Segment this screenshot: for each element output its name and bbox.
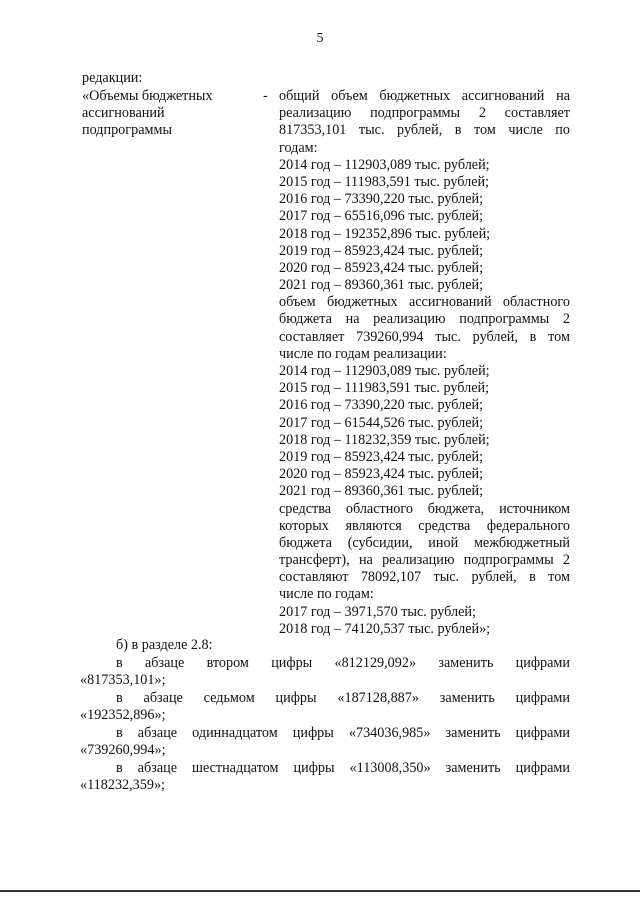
amendment-line: в абзаце седьмом цифры «187128,887» заменить цифрами — [116, 689, 570, 706]
passport-label-line: ассигнований — [82, 105, 165, 122]
amendment-line: «817353,101»; — [80, 672, 166, 688]
passport-value-line: 2017 год – 61544,526 тыс. рублей; — [279, 414, 484, 431]
passport-value-line: составляют 78092,107 тыс. рублей, в том — [279, 569, 570, 586]
passport-value-line: 2020 год – 85923,424 тыс. рублей; — [279, 466, 484, 483]
amendment-line: в абзаце втором цифры «812129,092» заменить цифрами — [116, 654, 570, 671]
passport-value-line: 2019 год – 85923,424 тыс. рублей; — [279, 242, 484, 259]
passport-label-line: подпрограммы — [82, 122, 172, 139]
passport-value-line: 2014 год – 112903,089 тыс. рублей; — [279, 363, 490, 379]
passport-value-line: которых являются средства федерального — [279, 517, 570, 534]
amendment-line: «118232,359»; — [80, 777, 165, 793]
passport-value-line: 2021 год – 89360,361 тыс. рублей; — [279, 483, 484, 500]
passport-value-line: бюджета на реализацию подпрограммы 2 — [279, 311, 570, 328]
passport-value-line: 2018 год – 118232,359 тыс. рублей; — [279, 431, 490, 448]
passport-value-line: 2016 год – 73390,220 тыс. рублей; — [279, 397, 484, 414]
passport-value-line: 2016 год – 73390,220 тыс. рублей; — [279, 191, 484, 208]
passport-value-line: числе по годам: — [279, 586, 374, 603]
passport-value-line: 817353,101 тыс. рублей, в том числе по — [279, 122, 570, 139]
passport-value-line: 2018 год – 192352,896 тыс. рублей; — [279, 225, 491, 242]
passport-value-line: составляет 739260,994 тыс. рублей, в том — [279, 328, 570, 345]
passport-value — [279, 88, 570, 638]
passport-value-line: 2015 год – 111983,591 тыс. рублей; — [279, 173, 490, 190]
amendment-line: в абзаце одиннадцатом цифры «734036,985» заменить цифрами — [116, 724, 570, 741]
passport-value-line: бюджета (субсидии, иной межбюджетный — [279, 534, 570, 551]
amendment-body — [80, 637, 570, 795]
passport-label — [82, 88, 252, 140]
amendment-line: б) в разделе 2.8: — [116, 637, 213, 653]
passport-value-line: средства областного бюджета, источником — [279, 500, 570, 517]
passport-value-line: общий объем бюджетных ассигнований на — [279, 88, 570, 104]
passport-value-line: реализацию подпрограммы 2 составляет — [279, 105, 570, 122]
page-number: 5 — [316, 31, 324, 46]
passport-value-line: 2018 год – 74120,537 тыс. рублей»; — [279, 620, 491, 637]
passport-value-line: объем бюджетных ассигнований областного — [279, 294, 570, 311]
amendment-line: «192352,896»; — [80, 707, 166, 723]
amendment-line: в абзаце шестнадцатом цифры «113008,350» заменить цифрами — [116, 759, 570, 776]
page-bottom-rule — [0, 890, 640, 892]
passport-dash: - — [263, 88, 268, 104]
amendment-line: «739260,994»; — [80, 742, 166, 758]
passport-value-line: трансферт), на реализацию подпрограммы 2 — [279, 552, 570, 569]
passport-value-line: 2020 год – 85923,424 тыс. рублей; — [279, 259, 484, 276]
lead-line: редакции: — [82, 70, 143, 86]
passport-value-line: годам: — [279, 139, 318, 156]
passport-value-line: числе по годам реализации: — [279, 345, 447, 362]
passport-value-line: 2019 год – 85923,424 тыс. рублей; — [279, 448, 484, 465]
passport-value-line: 2017 год – 3971,570 тыс. рублей; — [279, 603, 476, 620]
passport-value-line: 2021 год – 89360,361 тыс. рублей; — [279, 277, 484, 294]
passport-value-line: 2015 год – 111983,591 тыс. рублей; — [279, 380, 490, 397]
passport-value-line: 2014 год – 112903,089 тыс. рублей; — [279, 156, 490, 173]
passport-label-line: «Объемы бюджетных — [82, 88, 213, 104]
passport-value-line: 2017 год – 65516,096 тыс. рублей; — [279, 208, 484, 225]
